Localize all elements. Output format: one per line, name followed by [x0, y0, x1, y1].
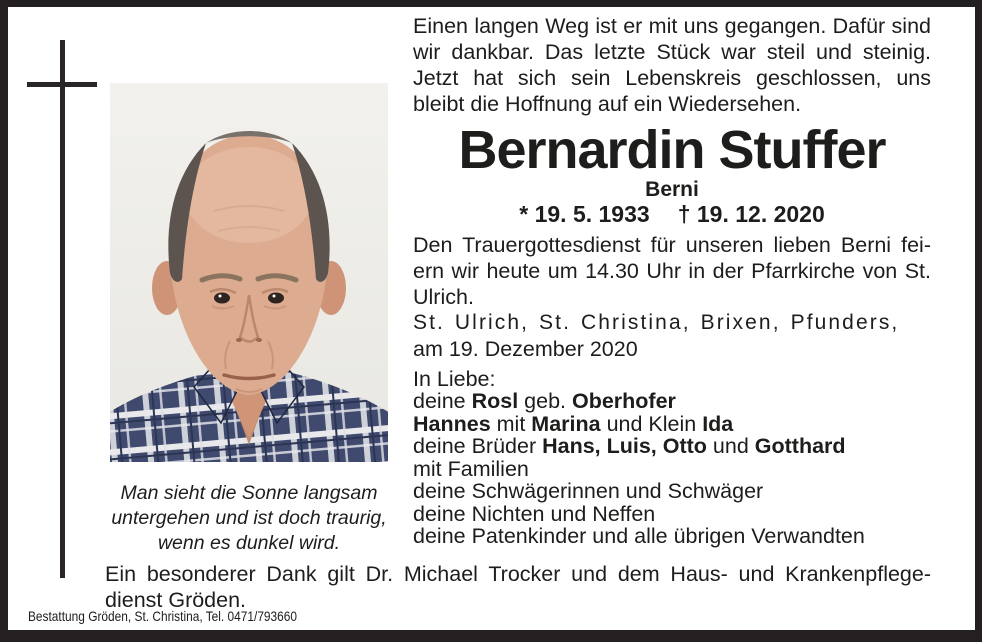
memorial-quote: Man sieht die Sonne langsam untergehen und ist doch traurig, wenn es dunkel wird. [111, 482, 387, 554]
text-line: Jetzt hat sich sein Lebenskreis geschlossen, uns [413, 66, 931, 90]
text-line: bleibt die Hoffnung auf ein Wiedersehen. [413, 92, 802, 116]
life-dates [413, 202, 931, 226]
mourner-line: mit Familien [413, 456, 529, 481]
funeral-home-footer: Bestattung Gröden, St. Christina, Tel. 0471/793660 [28, 608, 298, 624]
text-line: ern wir heute um 14.30 Uhr in der Pfarrkirche von St. [413, 259, 931, 283]
cross-vertical-bar [60, 40, 65, 578]
text-line: Den Trauergottesdienst für unseren lieben Berni fei- [413, 233, 931, 257]
birth-date: * 19. 5. 1933 [519, 201, 650, 227]
mourners-list [413, 390, 931, 548]
mourner-line: deine Rosl geb. Oberhofer [413, 389, 676, 413]
cross-horizontal-bar [27, 82, 97, 87]
death-date: † 19. 12. 2020 [677, 201, 825, 227]
notice-text-column [413, 13, 931, 548]
text-line: wir dankbar. Das letzte Stück war steil und steinig. [413, 40, 931, 64]
text-line: Ein besonderer Dank gilt Dr. Michael Trocker und dem Haus- und Krankenpflege- [105, 562, 931, 586]
text-line: dienst Gröden. [105, 588, 247, 612]
nickname: Berni [645, 178, 699, 201]
opening-paragraph [413, 13, 931, 117]
text-line: Einen langen Weg ist er mit uns gegangen. Dafür sind [413, 14, 931, 38]
mourner-line: deine Brüder Hans, Luis, Otto und Gotthard [413, 434, 846, 458]
mourner-line: Hannes mit Marina und Klein Ida [413, 411, 734, 436]
text-line: Ulrich. [413, 285, 474, 309]
places-line: St. Ulrich, St. Christina, Brixen, Pfunders, [413, 311, 900, 334]
notice-sheet [8, 7, 975, 630]
service-paragraph [413, 232, 931, 310]
mourner-line: deine Schwägerinnen und Schwäger [413, 479, 764, 503]
deceased-name: Bernardin Stuffer [458, 120, 886, 180]
thanks-paragraph [105, 561, 931, 613]
date-line: am 19. Dezember 2020 [413, 337, 638, 361]
portrait-photo [110, 83, 388, 462]
mourners-block [413, 368, 931, 548]
mourner-line: deine Patenkinder und alle übrigen Verwandten [413, 524, 865, 548]
in-love-label: In Liebe: [413, 367, 496, 391]
mourner-line: deine Nichten und Neffen [413, 501, 656, 526]
